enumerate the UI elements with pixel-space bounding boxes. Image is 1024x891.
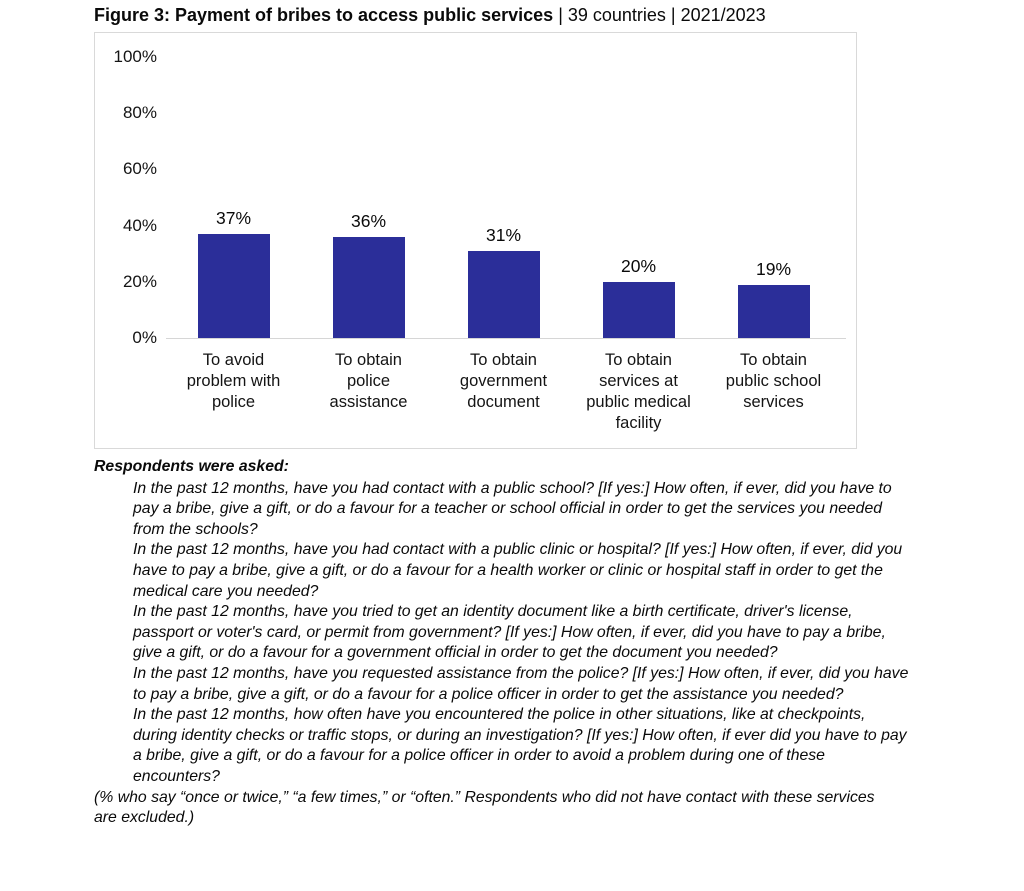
- y-axis-tick-label: 80%: [122, 103, 157, 123]
- x-axis-line: [166, 338, 846, 339]
- bar-value-label: 19%: [755, 259, 792, 279]
- y-axis-tick-label: 0%: [132, 328, 157, 347]
- notes-section: [94, 457, 922, 829]
- notes-footer: (% who say “once or twice,” “a few times,” or “often.” Respondents who did not have contact with these services are excluded.): [94, 788, 875, 827]
- x-axis-category-label: To obtain public school services: [725, 351, 822, 411]
- x-axis-category-label: To obtain government document: [459, 351, 548, 411]
- bar: [468, 251, 540, 338]
- survey-question: In the past 12 months, have you had contact with a public clinic or hospital? [If yes:] How often, if ever, did you have to pay a bribe, give a gift, or do a favour for a health worker or clinic or hospital staff in order to get the medical care you needed?: [133, 541, 903, 600]
- y-axis-tick-label: 60%: [122, 159, 157, 179]
- figure-title-main: Figure 3: Payment of bribes to access public services: [94, 5, 554, 25]
- bar-value-label: 31%: [485, 225, 522, 245]
- bar-value-label: 36%: [350, 211, 387, 231]
- survey-questions: [133, 479, 909, 788]
- survey-question: In the past 12 months, have you tried to get an identity document like a birth certificate, driver's license, passport or voter's card, or permit from government? [If yes:] How often, if ever, did you have to pay a bribe, give a gift, or do a favour for a government official in order to get the document you needed?: [133, 603, 886, 662]
- y-axis-tick-label: 20%: [122, 271, 157, 291]
- bar: [333, 237, 405, 338]
- bar-value-label: 20%: [620, 256, 657, 276]
- figure-title-meta: | 39 countries | 2021/2023: [553, 5, 766, 25]
- survey-question: In the past 12 months, have you requested assistance from the police? [If yes:] How often, if ever, did you have to pay a bribe, give a gift, or do a favour for a police officer in order to get the assistance you needed?: [133, 664, 909, 703]
- bar-value-label: 37%: [215, 208, 252, 228]
- x-axis-category-label: To obtain services at public medical facility: [586, 351, 691, 432]
- bar: [198, 234, 270, 338]
- figure-title: [94, 5, 766, 26]
- bar: [738, 285, 810, 338]
- notes-intro: Respondents were asked:: [94, 458, 289, 475]
- bar-chart-panel: [94, 32, 857, 449]
- y-axis-tick-label: 40%: [122, 215, 157, 235]
- bar: [603, 282, 675, 338]
- survey-question: In the past 12 months, how often have you encountered the police in other situations, like at checkpoints, during identity checks or traffic stops, or during an investigation? [If yes:] How often, if ever did you have to pay a bribe, give a gift, or do a favour for a police officer in order to avoid a problem during one of these encounters?: [133, 706, 907, 785]
- x-axis-category-label: To obtain police assistance: [329, 351, 408, 411]
- survey-question: In the past 12 months, have you had contact with a public school? [If yes:] How often, if ever, did you have to pay a bribe, give a gift, or do a favour for a teacher or school official in order to get the services you needed from the schools?: [133, 479, 892, 538]
- y-axis-tick-label: 100%: [113, 47, 157, 66]
- x-axis-category-label: To avoid problem with police: [186, 351, 281, 411]
